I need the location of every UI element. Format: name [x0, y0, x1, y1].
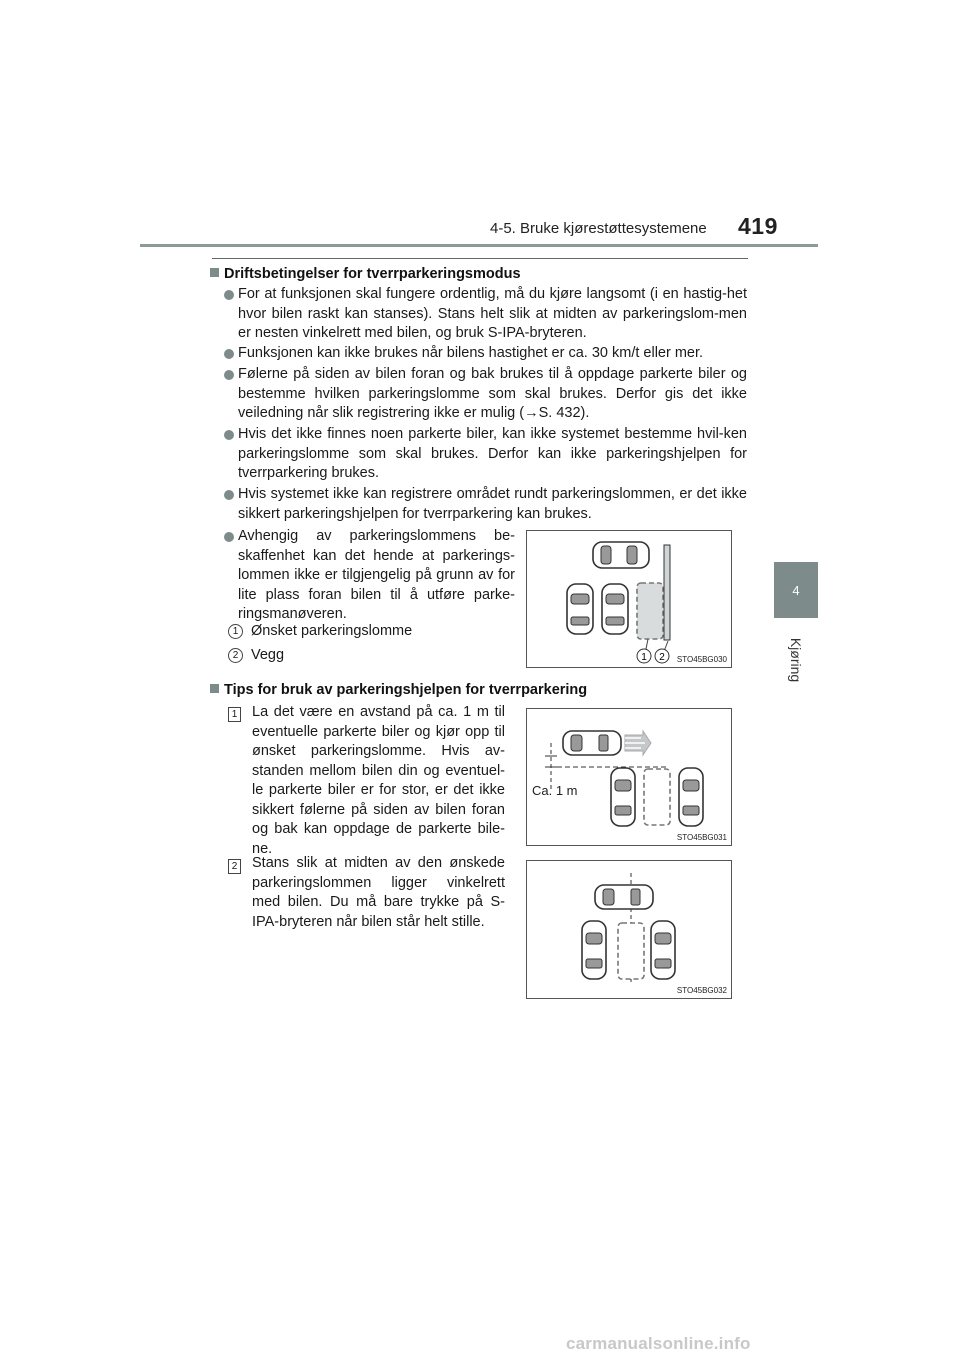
- parking-pocket: [644, 769, 670, 825]
- heading-square-icon: [210, 268, 219, 277]
- chapter-label: Kjøring: [788, 637, 804, 683]
- parked-car-icon: [602, 584, 628, 634]
- step-1-text: La det være en avstand på ca. 1 m til eventuelle parkerte biler og kjør opp til ønsket parkeringslomme. Hvis av-standen mellom bilen din og eventuel-le parkerte biler er for stor, er det ikke sikkert følerne på siden av bilen foran og bak kan oppdage de parkerte bile-ne.: [252, 704, 505, 857]
- bullet-dot-icon: [224, 290, 234, 300]
- bullet-dot-icon: [224, 430, 234, 440]
- wall: [664, 545, 670, 640]
- parked-car-icon: [679, 768, 703, 826]
- parked-car-icon: [582, 921, 606, 979]
- section-heading-tips: [210, 682, 587, 698]
- step-number-2: 2: [228, 859, 241, 874]
- header-section-title: 4-5. Bruke kjørestøttesystemene: [490, 220, 707, 237]
- parked-car-icon: [651, 921, 675, 979]
- parking-diagram-2: [527, 709, 731, 845]
- legend-item-1: 1 Ønsket parkeringslomme: [228, 623, 412, 639]
- bullet-dot-icon: [224, 532, 234, 542]
- step-2-text: Stans slik at midten av den ønskede parkeringslommen ligger vinkelrett med bilen. Du må bare trykke på S-IPA-bryteren når bilen står helt stille.: [252, 855, 505, 930]
- callout-1: 1: [641, 652, 647, 663]
- heading-text: Tips for bruk av parkeringshjelpen for tverrparkering: [224, 682, 588, 698]
- bullet-dot-icon: [224, 370, 234, 380]
- step-number-1: 1: [228, 707, 241, 722]
- figure-parking-pocket-wall: [526, 530, 732, 668]
- bullet-item: Avhengig av parkeringslommens be-skaffenhet kan det hende at parkerings-lommen ikke er tilgjengelig på grunn av for lite plass foran bilen til å utføre parke-ringsmanøveren.: [238, 527, 515, 625]
- own-car-icon: [563, 731, 621, 755]
- number-2-icon: 2: [228, 648, 243, 663]
- section-rule: [212, 258, 748, 259]
- bullet-item: Hvis det ikke finnes noen parkerte biler, kan ikke systemet bestemme hvil-ken parkeringslomme som skal brukes. Derfor kan ikke parkeringshjelpen for tverrparkering brukes.: [238, 425, 747, 484]
- bullet-item: Følerne på siden av bilen foran og bak brukes til å oppdage parkerte biler og bestemme hvilken parkeringslomme som skal brukes. Derfor gis det ikke veiledning når slik registrering ikke er mulig (→S. 432).: [238, 365, 747, 424]
- figure-approach-distance: [526, 708, 732, 846]
- bullet-dot-icon: [224, 490, 234, 500]
- bullet-item: For at funksjonen skal fungere ordentlig, må du kjøre langsomt (i en hastig-het hvor bilen raskt kan stanses). Stans helt slik at midten av parkeringslom-men er nesten vinkelrett med bilen, og bruk S-IPA-bryteren.: [238, 285, 747, 344]
- parked-car-icon: [611, 768, 635, 826]
- number-1-icon: 1: [228, 624, 243, 639]
- parking-pocket: [618, 923, 644, 979]
- header-rule: [140, 244, 818, 247]
- figure-code: STO45BG030: [676, 655, 727, 664]
- own-car-icon: [595, 885, 653, 909]
- section-heading-driftsbetingelser: [210, 266, 521, 282]
- chapter-tab: 4: [774, 562, 818, 618]
- heading-square-icon: [210, 684, 219, 693]
- own-car-icon: [593, 542, 649, 568]
- parking-diagram-3: [527, 861, 731, 998]
- parked-car-icon: [567, 584, 593, 634]
- bullet-item: Hvis systemet ikke kan registrere området rundt parkeringslommen, er det ikke sikkert parkeringshjelpen for tverrparkering kan brukes.: [238, 485, 747, 524]
- bullet-item: Funksjonen kan ikke brukes når bilens hastighet er ca. 30 km/t eller mer.: [238, 344, 747, 364]
- parking-diagram-1: [527, 531, 731, 667]
- figure-stop-perpendicular: [526, 860, 732, 999]
- legend-item-2: 2 Vegg: [228, 647, 284, 663]
- parking-pocket: [637, 583, 663, 639]
- distance-label: Ca. 1 m: [532, 783, 578, 798]
- callout-2: 2: [659, 652, 665, 663]
- figure-code: STO45BG032: [676, 986, 727, 995]
- figure-code: STO45BG031: [676, 833, 727, 842]
- heading-text: Driftsbetingelser for tverrparkeringsmodus: [224, 266, 521, 282]
- watermark: carmanualsonline.info: [566, 1334, 751, 1353]
- bullet-dot-icon: [224, 349, 234, 359]
- page-number: 419: [738, 213, 778, 239]
